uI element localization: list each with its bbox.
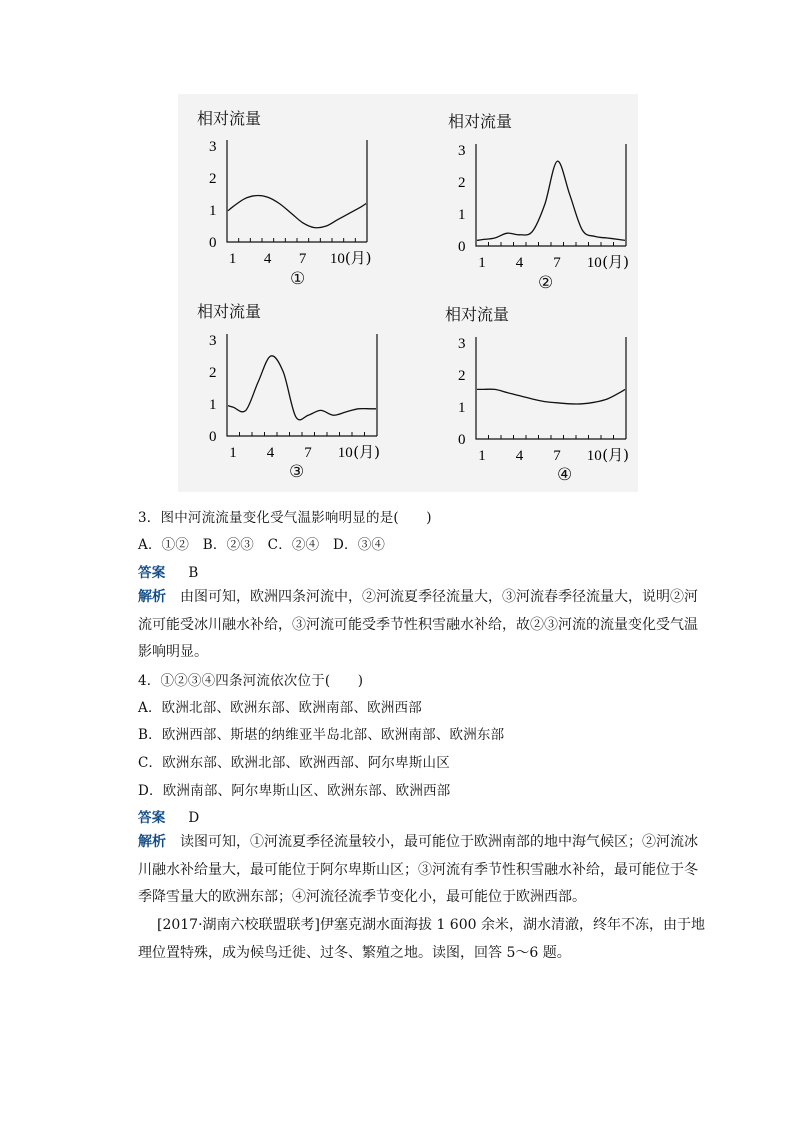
axes-frame xyxy=(227,140,367,242)
x-tick-label: 1 xyxy=(478,255,486,271)
hydrograph-panel-3 xyxy=(195,299,395,484)
y-tick-label: 2 xyxy=(458,368,466,384)
q3-analysis xyxy=(138,584,710,667)
y-tick-label: 2 xyxy=(458,175,466,191)
panel-y-title: 相对流量 xyxy=(445,305,510,324)
hydrograph-svg xyxy=(446,109,646,274)
y-tick-label: 0 xyxy=(209,235,217,251)
y-tick-label: 0 xyxy=(458,239,466,255)
hydrograph-panel-2 xyxy=(446,109,646,294)
flow-curve xyxy=(228,196,366,228)
q3-analysis-text: 由图可知，欧洲四条河流中，②河流夏季径流量大，③河流春季径流量大，说明②河流可能受冰川融水补给，③河流可能受季节性积雪融水补给，故②③河流的流量变化受气温影响明显。 xyxy=(138,589,698,660)
q3-stem: 3．图中河流流量变化受气温影响明显的是( ) xyxy=(138,510,432,526)
panel-number-label: ④ xyxy=(557,465,573,485)
panel-y-title: 相对流量 xyxy=(448,112,513,131)
q4-option-a: A．欧洲北部、欧洲东部、欧洲南部、欧洲西部 xyxy=(138,700,422,716)
x-tick-label: 1 xyxy=(228,251,237,267)
y-tick-label: 2 xyxy=(209,365,217,381)
x-tick-label: 1 xyxy=(478,448,486,464)
axes-frame xyxy=(227,334,377,436)
x-tick-label: 7 xyxy=(553,448,561,464)
intro-text: [2017·湖南六校联盟联考]伊塞克湖水面海拔 1 600 余米，湖水清澈，终年不冻，由于地理位置特殊，成为候鸟迁徙、过冬、繁殖之地。读图，回答 5～6 题。 xyxy=(138,917,705,961)
y-tick-label: 1 xyxy=(209,397,217,413)
x-tick-label: 4 xyxy=(266,445,275,461)
panel-number-label: ② xyxy=(538,273,554,293)
q4-option-c: C．欧洲东部、欧洲北部、欧洲西部、阿尔卑斯山区 xyxy=(138,755,450,771)
x-unit-label: (月) xyxy=(344,249,372,267)
q4-answer-line xyxy=(138,806,199,826)
q4-analysis xyxy=(138,829,710,912)
q4-option-d: D．欧洲南部、阿尔卑斯山区、欧洲东部、欧洲西部 xyxy=(138,783,451,799)
x-tick-label: 10 xyxy=(586,255,602,271)
x-tick-label: 4 xyxy=(515,448,524,464)
q3-options: A．①② B．②③ C．②④ D．③④ xyxy=(138,537,386,553)
y-tick-label: 3 xyxy=(209,333,217,349)
x-unit-label: (月) xyxy=(602,253,629,271)
panel-number-label: ① xyxy=(290,269,306,289)
y-tick-label: 3 xyxy=(458,143,466,159)
x-tick-label: 10 xyxy=(586,448,602,464)
q3-answer: B xyxy=(188,565,199,581)
q4-analysis-text: 读图可知，①河流夏季径流量较小，最可能位于欧洲南部的地中海气候区；②河流冰川融水补给量大，最可能位于阿尔卑斯山区；③河流有季节性积雪融水补给，最可能位于冬季降雪量大的欧洲东部；④河流径流季节变化小，最可能位于欧洲西部。 xyxy=(138,834,698,905)
x-tick-label: 4 xyxy=(515,255,524,271)
hydrograph-svg xyxy=(195,106,395,271)
y-tick-label: 0 xyxy=(458,432,466,448)
hydrograph-svg xyxy=(195,299,395,464)
flow-curve xyxy=(477,161,625,240)
y-tick-label: 3 xyxy=(458,336,466,352)
axes-frame xyxy=(476,144,626,246)
x-tick-label: 1 xyxy=(229,445,237,461)
panel-y-title: 相对流量 xyxy=(197,109,262,128)
answer-tag: 答案 xyxy=(138,810,166,826)
flow-curve xyxy=(228,356,376,420)
q5-6-intro xyxy=(138,912,710,967)
x-tick-label: 4 xyxy=(263,251,272,267)
axes-frame xyxy=(476,337,626,439)
hydrograph-panel-4 xyxy=(443,302,643,487)
y-tick-label: 3 xyxy=(209,139,217,155)
flow-curve xyxy=(477,389,625,404)
y-tick-label: 1 xyxy=(458,207,466,223)
panel-y-title: 相对流量 xyxy=(197,302,262,321)
q4-answer: D xyxy=(188,810,200,826)
q4-stem: 4．①②③④四条河流依次位于( ) xyxy=(138,673,364,689)
x-tick-label: 7 xyxy=(298,251,307,267)
analysis-tag: 解析 xyxy=(138,589,166,605)
x-unit-label: (月) xyxy=(602,446,629,464)
analysis-tag: 解析 xyxy=(138,834,166,850)
y-tick-label: 0 xyxy=(209,429,217,445)
y-tick-label: 1 xyxy=(458,400,466,416)
q3-answer-line xyxy=(138,561,199,581)
x-tick-label: 10 xyxy=(337,445,353,461)
hydrograph-panel-1 xyxy=(195,106,395,291)
y-tick-label: 2 xyxy=(209,171,217,187)
x-tick-label: 10 xyxy=(329,251,345,267)
hydrograph-figure xyxy=(178,94,638,492)
y-tick-label: 1 xyxy=(209,203,217,219)
answer-tag: 答案 xyxy=(138,565,166,581)
hydrograph-svg xyxy=(443,302,643,467)
x-tick-label: 7 xyxy=(553,255,561,271)
panel-number-label: ③ xyxy=(289,462,305,482)
x-tick-label: 7 xyxy=(304,445,312,461)
q4-option-b: B．欧洲西部、斯堪的纳维亚半岛北部、欧洲南部、欧洲东部 xyxy=(138,727,505,743)
x-unit-label: (月) xyxy=(353,443,380,461)
